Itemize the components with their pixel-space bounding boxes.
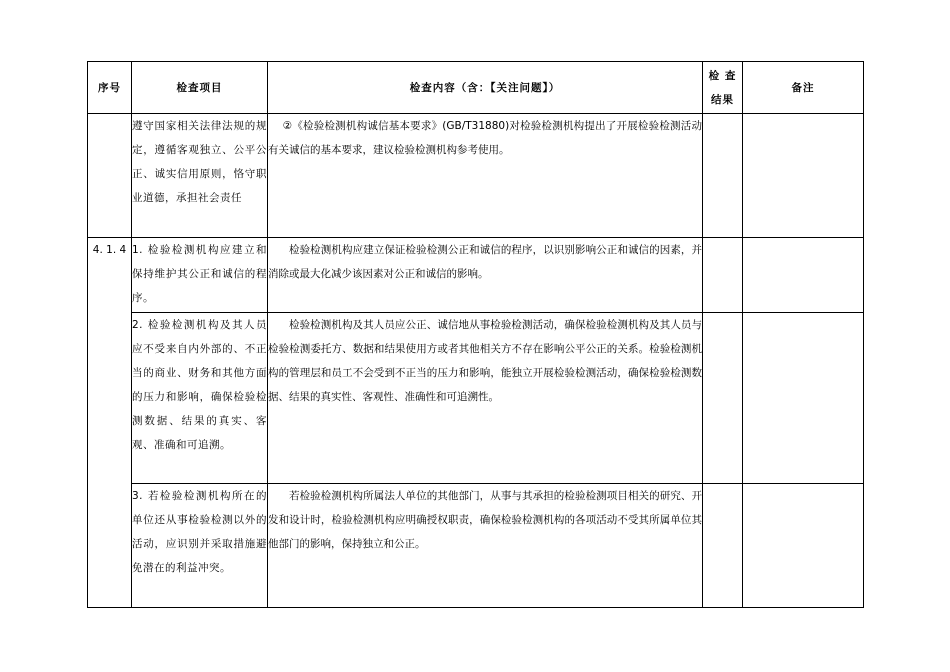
table-row: [88, 484, 864, 608]
row-result: [703, 484, 743, 608]
table-row: [88, 114, 864, 238]
row-seq: [88, 114, 132, 238]
row-note: [743, 114, 864, 238]
header-item: 检查项目: [132, 62, 268, 114]
row-content-text: 检验检测机构及其人员应公正、诚信地从事检验检测活动，确保检验检测机构及其人员与检验检测委托方、数据和结果使用方或者其他相关方不存在影响公平公正的关系。检验检测机构的管理层和员工不会受到不正当的压力和影响，能独立开展检验检测活动，确保检验检测数据、结果的真实性、客观性、准确性和可追溯性。: [268, 319, 702, 403]
table-row: [88, 238, 864, 313]
header-content: 检查内容（含：【关注问题】）: [268, 62, 703, 114]
row-result: [703, 114, 743, 238]
row-content: [268, 114, 703, 238]
row-note: [743, 484, 864, 608]
row-seq: 4. 1. 4: [88, 238, 132, 608]
inspection-table: [87, 61, 864, 608]
row-result: [703, 238, 743, 313]
row-content-text: ②《检验检测机构诚信基本要求》(GB/T31880)对检验检测机构提出了开展检验检测活动有关诚信的基本要求，建议检验检测机构参考使用。: [268, 120, 702, 156]
row-item: 3. 若检验检测机构所在的单位还从事检验检测以外的活动，应识别并采取措施避免潜在的利益冲突。: [132, 484, 268, 608]
table-row: [88, 313, 864, 484]
row-content: [268, 313, 703, 484]
header-seq: 序号: [88, 62, 132, 114]
row-item: 1. 检验检测机构应建立和保持维护其公正和诚信的程序。: [132, 238, 268, 313]
row-content: [268, 238, 703, 313]
header-note: 备注: [743, 62, 864, 114]
row-content: [268, 484, 703, 608]
row-note: [743, 313, 864, 484]
row-content-text: 检验检测机构应建立保证检验检测公正和诚信的程序，以识别影响公正和诚信的因素，并消除或最大化减少该因素对公正和诚信的影响。: [268, 244, 702, 280]
row-item: 2. 检验检测机构及其人员应不受来自内外部的、不正当的商业、财务和其他方面的压力和影响，确保检验检测数据、结果的真实、客观、准确和可追溯。: [132, 313, 268, 484]
row-content-text: 若检验检测机构所属法人单位的其他部门，从事与其承担的检验检测项目相关的研究、开发和设计时，检验检测机构应明确授权职责，确保检验检测机构的各项活动不受其所属单位其他部门的影响，保持独立和公正。: [268, 490, 702, 550]
row-note: [743, 238, 864, 313]
header-row: [88, 62, 864, 114]
row-item: 遵守国家相关法律法规的规定，遵循客观独立、公平公正、诚实信用原则，恪守职业道德，承担社会责任: [132, 114, 268, 238]
row-result: [703, 313, 743, 484]
header-result: 检 查 结果: [703, 62, 743, 114]
